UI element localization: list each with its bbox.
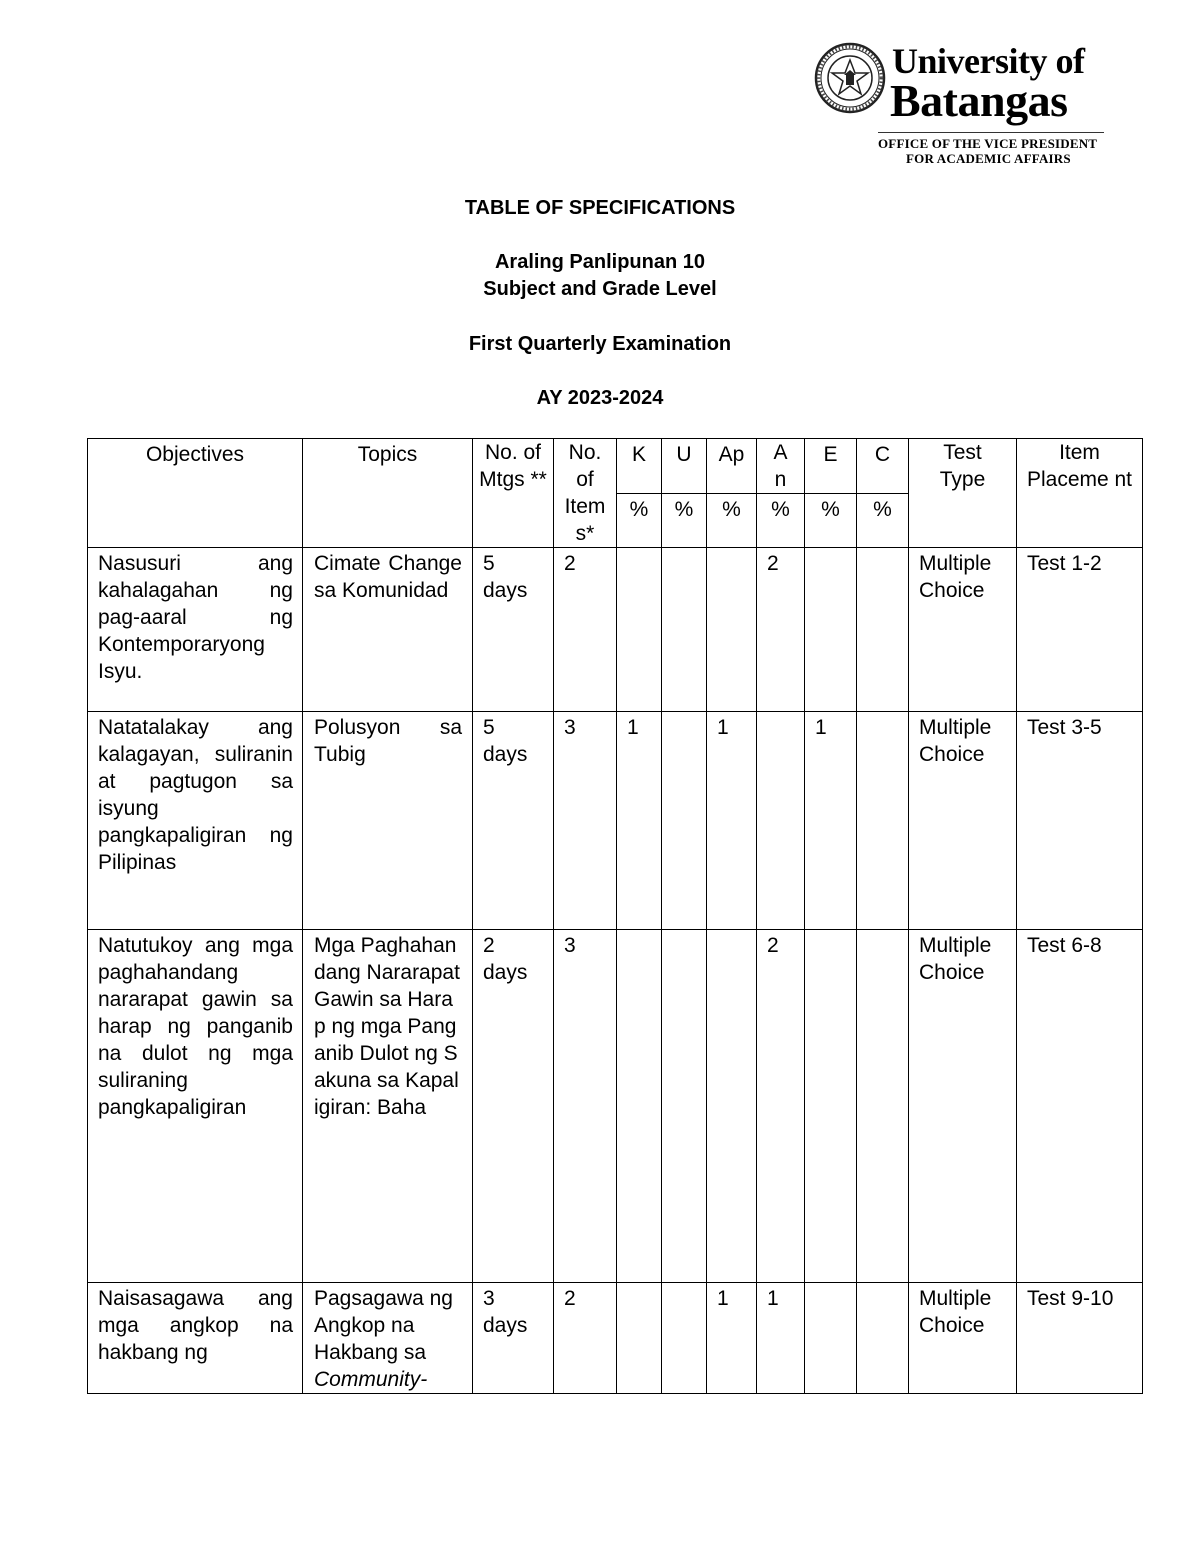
placement-cell: Test 9-10 — [1017, 1283, 1143, 1394]
topic-text: Pagsagawa ng Angkop na Hakbang sa — [314, 1287, 453, 1364]
e-cell — [805, 548, 857, 712]
logo-text-university-of: University of — [892, 41, 1085, 81]
meetings-cell: 3 days — [473, 1283, 554, 1394]
ap-cell — [707, 548, 757, 712]
header-an: A n — [757, 439, 805, 494]
header-u-percent: % — [662, 494, 707, 548]
table-header-row — [88, 439, 1143, 494]
logo-text-batangas: Batangas — [890, 75, 1068, 126]
c-cell — [857, 930, 909, 1283]
u-cell — [662, 548, 707, 712]
header-ap: Ap — [707, 439, 757, 494]
an-cell: 2 — [757, 930, 805, 1283]
topic-text-italic: Community- — [314, 1368, 428, 1391]
ap-cell: 1 — [707, 712, 757, 930]
objective-cell: Natatalakay ang kalagayan, suliranin at pagtugon sa isyung pangkapaligiran ng Pilipinas — [88, 712, 303, 930]
subject-heading: Araling Panlipunan 10 — [494, 251, 706, 273]
an-cell: 1 — [757, 1283, 805, 1394]
k-cell: 1 — [617, 712, 662, 930]
header-e-percent: % — [805, 494, 857, 548]
e-cell: 1 — [805, 712, 857, 930]
table-row — [88, 1283, 1143, 1394]
objective-cell: Naisasagawa ang mga angkop na hakbang ng — [88, 1283, 303, 1394]
header-c-percent: % — [857, 494, 909, 548]
exam-heading: First Quarterly Examination — [468, 333, 732, 355]
header-item-placement: Item Placeme nt — [1017, 439, 1143, 548]
meetings-cell: 5 days — [473, 712, 554, 930]
header-k: K — [617, 439, 662, 494]
header-e: E — [805, 439, 857, 494]
items-cell: 3 — [554, 930, 617, 1283]
table-row — [88, 712, 1143, 930]
items-cell: 3 — [554, 712, 617, 930]
e-cell — [805, 1283, 857, 1394]
placement-cell: Test 1-2 — [1017, 548, 1143, 712]
objective-cell: Natutukoy ang mga paghahandang nararapat gawin sa harap ng panganib na dulot ng mga suliraning pangkapaligiran — [88, 930, 303, 1283]
header-c: C — [857, 439, 909, 494]
test-type-cell: Multiple Choice — [909, 1283, 1017, 1394]
meetings-cell: 5 days — [473, 548, 554, 712]
test-type-cell: Multiple Choice — [909, 930, 1017, 1283]
meetings-cell: 2 days — [473, 930, 554, 1283]
header-ap-percent: % — [707, 494, 757, 548]
k-cell — [617, 930, 662, 1283]
university-logo — [814, 42, 1124, 172]
items-cell: 2 — [554, 1283, 617, 1394]
c-cell — [857, 1283, 909, 1394]
table-row — [88, 548, 1143, 712]
k-cell — [617, 1283, 662, 1394]
test-type-cell: Multiple Choice — [909, 548, 1017, 712]
header-meetings: No. of Mtgs ** — [473, 439, 554, 548]
an-cell: 2 — [757, 548, 805, 712]
topic-cell — [303, 1283, 473, 1394]
table-row — [88, 930, 1143, 1283]
logo-divider — [878, 132, 1104, 133]
office-line-2: FOR ACADEMIC AFFAIRS — [906, 151, 1071, 166]
u-cell — [662, 930, 707, 1283]
c-cell — [857, 712, 909, 930]
university-seal-icon — [814, 42, 886, 114]
topic-cell: Mga Paghahandang Nararapat Gawin sa Harap ng mga Panganib Dulot ng Sakuna sa Kapaligiran: Baha — [303, 930, 473, 1283]
ap-cell: 1 — [707, 1283, 757, 1394]
placement-cell: Test 3-5 — [1017, 712, 1143, 930]
k-cell — [617, 548, 662, 712]
topic-cell: Cimate Change sa Komunidad — [303, 548, 473, 712]
header-objectives: Objectives — [88, 439, 303, 548]
topic-cell: Polusyon sa Tubig — [303, 712, 473, 930]
u-cell — [662, 712, 707, 930]
academic-year: AY 2023-2024 — [536, 387, 664, 409]
items-cell: 2 — [554, 548, 617, 712]
ap-cell — [707, 930, 757, 1283]
header-u: U — [662, 439, 707, 494]
header-topics: Topics — [303, 439, 473, 548]
header-test-type: Test Type — [909, 439, 1017, 548]
an-cell — [757, 712, 805, 930]
document-title: TABLE OF SPECIFICATIONS — [464, 197, 736, 219]
placement-cell: Test 6-8 — [1017, 930, 1143, 1283]
header-items: No. of Item s* — [554, 439, 617, 548]
objective-cell: Nasusuri ang kahalagahan ng pag-aaral ng Kontemporaryong Isyu. — [88, 548, 303, 712]
header-k-percent: % — [617, 494, 662, 548]
office-line-1: OFFICE OF THE VICE PRESIDENT — [878, 136, 1098, 151]
header-an-percent: % — [757, 494, 805, 548]
e-cell — [805, 930, 857, 1283]
subject-label: Subject and Grade Level — [483, 278, 717, 300]
u-cell — [662, 1283, 707, 1394]
specifications-table — [87, 438, 1143, 1394]
test-type-cell: Multiple Choice — [909, 712, 1017, 930]
c-cell — [857, 548, 909, 712]
